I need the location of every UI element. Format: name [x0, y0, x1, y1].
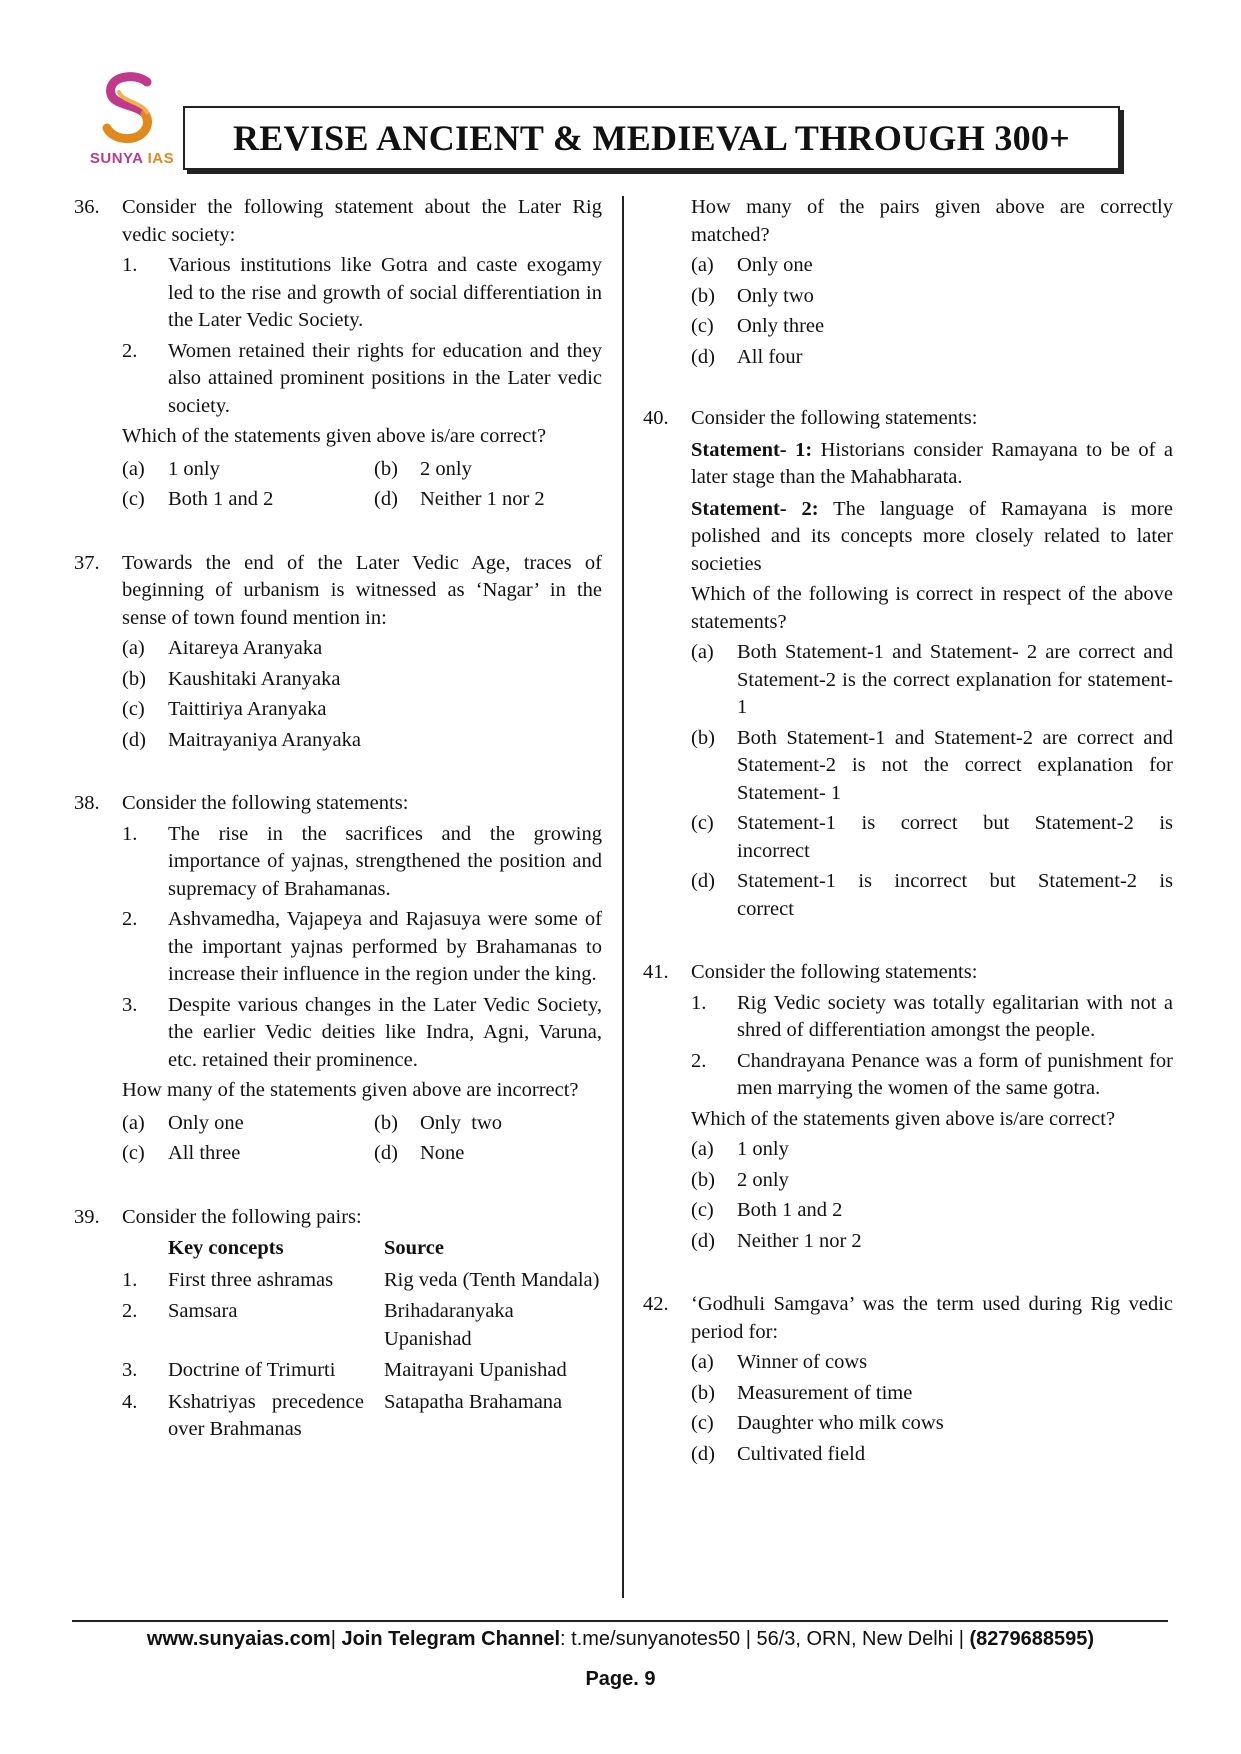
question-stem: Consider the following statements:	[691, 407, 978, 429]
pairs-header	[122, 1235, 602, 1263]
option-a: (a) Winner of cows	[691, 1351, 868, 1373]
options	[122, 1107, 602, 1168]
question-number: 38.	[74, 792, 100, 814]
column-header-source: Source	[384, 1237, 444, 1259]
option-c: (c) Both 1 and 2	[691, 1199, 843, 1221]
brand-name	[88, 150, 176, 167]
statement-text: Various institutions like Gotra and caste exogamy led to the rise and growth of social differentiation in the Later Vedic Society.	[168, 254, 602, 331]
question-number: 39.	[74, 1205, 100, 1228]
question-stem: Consider the following pairs:	[122, 1205, 362, 1228]
question-number: 40.	[643, 407, 669, 429]
option-c: (c) All three	[122, 1142, 241, 1164]
question-stem: Consider the following statements:	[691, 961, 978, 983]
brand-name-part1: SUNYA	[89, 150, 143, 167]
option-b: (b) 2 only	[691, 1168, 789, 1191]
option-d: (d) All four	[691, 345, 803, 368]
question-number: 37.	[74, 551, 100, 574]
question-prompt: How many of the pairs given above are correctly matched?	[691, 196, 1173, 246]
question-41	[643, 959, 1173, 1255]
option-a: (a) Only one	[691, 254, 813, 276]
page-number: Page. 9	[585, 1668, 656, 1690]
statement-item: 1. Rig Vedic society was totally egalitarian with not a shred of differentiation amongst the people.	[691, 991, 1173, 1041]
statement-1: Statement- 1: Historians consider Ramayana to be of a later stage than the Mahabharata.	[691, 438, 1173, 488]
statement-item	[122, 252, 602, 335]
question-37	[74, 550, 602, 755]
footer-phone: (8279688595)	[969, 1628, 1095, 1650]
question-39	[74, 1204, 602, 1444]
question-number: 41.	[643, 961, 669, 983]
option-c: (c) Daughter who milk cows	[691, 1412, 944, 1434]
statement-text: Women retained their rights for education and they also attained prominent positions in the Later vedic society.	[168, 339, 602, 417]
brand-logo	[88, 72, 176, 167]
question-stem: Consider the following statements:	[122, 792, 409, 814]
pair-row: 4. Kshatriyas precedence over Brahmanas Satapatha Brahamana	[122, 1390, 563, 1440]
option-d: (d) Maitrayaniya Aranyaka	[122, 728, 361, 751]
footer-telegram-label: Join Telegram Channel	[341, 1628, 561, 1650]
statement-text: Ashvamedha, Vajapeya and Rajasuya were some of the important yajnas performed by Brahamanas to increase their influence in the region under the king.	[168, 908, 602, 985]
footer	[0, 1628, 1241, 1651]
statement-item	[122, 338, 602, 421]
question-42	[643, 1291, 1173, 1468]
statement-item: 2. Chandrayana Penance was a form of punishment for men marrying the women of the same gotra.	[691, 1049, 1173, 1099]
question-stem: Towards the end of the Later Vedic Age, traces of beginning of urbanism is witnessed as ‘Nagar’ in the sense of town found mention in:	[122, 551, 602, 629]
options	[122, 453, 602, 514]
option-c: (c) Taittiriya Aranyaka	[122, 698, 327, 720]
option-b: (b) 2 only	[374, 457, 472, 480]
option-a: (a) Both Statement-1 and Statement- 2 are correct and Statement-2 is the correct explanation for statement-1	[691, 641, 1173, 718]
right-column	[643, 194, 1173, 1468]
pair-row: 3. Doctrine of Trimurti Maitrayani Upanishad	[122, 1359, 567, 1381]
option-b: (b) Only two	[691, 284, 814, 307]
column-header-key-concepts: Key concepts	[168, 1237, 284, 1259]
option-b: (b) Measurement of time	[691, 1381, 913, 1404]
statement-number: 2.	[122, 908, 138, 930]
option-b: (b) Only two	[374, 1111, 502, 1134]
statement-item	[122, 992, 602, 1075]
pair-row: 2. Samsara Brihadaranyaka Upanishad	[122, 1300, 514, 1350]
question-prompt: Which of the statements given above is/are correct?	[691, 1107, 1116, 1130]
statement-item	[122, 821, 602, 904]
footer-rule	[72, 1620, 1168, 1622]
option-b: (b) Kaushitaki Aranyaka	[122, 667, 341, 690]
question-stem: Consider the following statement about the Later Rig vedic society:	[122, 196, 602, 246]
option-d: (d) Cultivated field	[691, 1442, 866, 1465]
statement-text: Despite various changes in the Later Vedic Society, the earlier Vedic deities like Indra, Agni, Varuna, etc. retained their prominence.	[168, 993, 602, 1071]
question-38	[74, 790, 602, 1168]
question-40	[643, 405, 1173, 923]
statement-number: 1.	[122, 822, 138, 845]
option-a: (a) 1 only	[691, 1138, 789, 1160]
brand-name-part2: IAS	[142, 150, 175, 167]
question-prompt: Which of the statements given above is/are correct?	[122, 425, 547, 447]
option-d: (d) Neither 1 nor 2	[691, 1229, 862, 1252]
question-stem: ‘Godhuli Samgava’ was the term used during Rig vedic period for:	[691, 1293, 1173, 1343]
option-d: (d) Statement-1 is incorrect but Statement-2 is correct	[691, 870, 1173, 920]
option-b: (b) Both Statement-1 and Statement-2 are correct and Statement-2 is not the correct explanation for Statement- 1	[691, 726, 1173, 804]
option-d: (d) None	[374, 1142, 465, 1164]
header-banner	[183, 106, 1120, 170]
column-divider	[622, 196, 624, 1598]
statement-2: Statement- 2: The language of Ramayana is more polished and its concepts more closely related to later societies	[691, 497, 1173, 575]
option-c: (c) Both 1 and 2	[122, 488, 274, 510]
statement-number: 2.	[122, 339, 138, 362]
question-number: 42.	[643, 1293, 669, 1315]
option-a: (a) Aitareya Aranyaka	[122, 637, 323, 659]
question-prompt: How many of the statements given above are incorrect?	[122, 1079, 579, 1101]
footer-telegram-value: : t.me/sunyanotes50 | 56/3, ORN, New Delhi |	[560, 1628, 970, 1650]
statement-item	[122, 906, 602, 989]
footer-website-link[interactable]: www.sunyaias.com	[146, 1628, 331, 1650]
pair-row: 1. First three ashramas Rig veda (Tenth Mandala)	[122, 1268, 600, 1291]
statement-number: 1.	[122, 254, 138, 276]
left-column	[74, 194, 602, 1444]
pairs-table	[122, 1235, 602, 1444]
option-c: (c) Statement-1 is correct but Statement-2 is incorrect	[691, 812, 1173, 862]
option-c: (c) Only three	[691, 315, 825, 337]
question-39-continued	[643, 194, 1173, 371]
option-a: (a) 1 only	[122, 457, 220, 480]
question-number: 36.	[74, 196, 100, 218]
option-a: (a) Only one	[122, 1111, 244, 1134]
statement-text: The rise in the sacrifices and the growing importance of yajnas, strengthened the position and supremacy of Brahamanas.	[168, 822, 602, 900]
page-title: REVISE ANCIENT & MEDIEVAL THROUGH 300+	[232, 118, 1071, 158]
statement-number: 3.	[122, 993, 138, 1016]
option-d: (d) Neither 1 nor 2	[374, 488, 545, 510]
sunya-logo-icon	[97, 72, 167, 148]
question-36	[74, 194, 602, 514]
question-prompt: Which of the following is correct in respect of the above statements?	[691, 583, 1173, 633]
footer-separator: |	[330, 1628, 342, 1650]
